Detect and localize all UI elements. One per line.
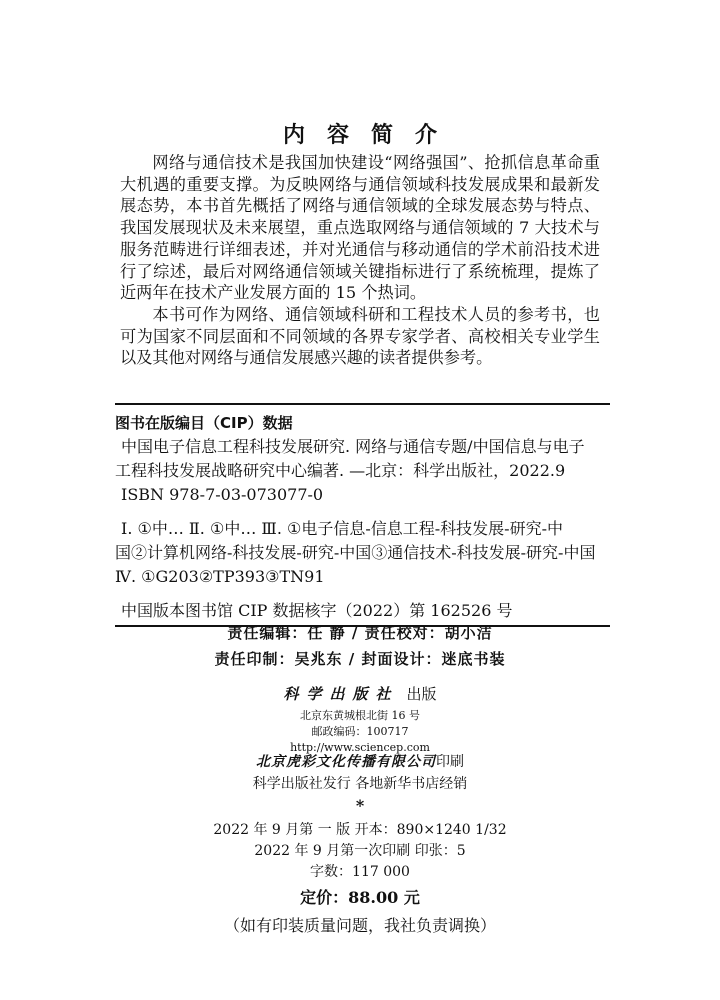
publisher-website: http://www.sciencep.com (290, 741, 430, 754)
printer-name: 北京虎彩文化传播有限公司 (256, 754, 436, 770)
intro-paragraph: 网络与通信技术是我国加快建设“网络强国”、抢抓信息革命重大机遇的重要支撑。为反映网络与通信领域科技发展成果和最新发展态势，本书首先概括了网络与通信领域的全球发展态势与特点、我国发展现状及未来展望，重点选取网络与通信领域的 7 大技术与服务范畴进行详细表述，并对光通信与移动通信的学术前沿技术进行了综述，最后对网络通信领域关键指标进行了系统梳理，提炼了近两年在技术产业发展方面的 15 个热词。 (120, 153, 600, 303)
publisher-address: 北京东黄城根北街 16 号 (300, 709, 420, 722)
intro-paragraph: 本书可作为网络、通信领域科研和工程技术人员的参考书，也可为国家不同层面和不同领域的各界专家学者、高校相关专业学生以及其他对网络与通信发展感兴趣的读者提供参考。 (120, 304, 600, 368)
publisher-postcode: 邮政编码：100717 (311, 725, 409, 738)
cip-title-line: 工程科技发展战略研究中心编著. —北京：科学出版社，2022.9 (115, 461, 566, 480)
intro-text (120, 152, 600, 369)
price: 定价：88.00 元 (300, 888, 420, 907)
exchange-note: （如有印装质量问题，我社负责调换） (223, 916, 496, 935)
cip-heading: 图书在版编目（CIP）数据 (115, 414, 293, 432)
edition-line: 2022 年 9 月第一次印刷 印张：5 (254, 843, 466, 859)
cip-block (115, 403, 610, 627)
intro-title: 内容简介 (282, 122, 459, 148)
editor-credits (0, 620, 720, 672)
cip-number: 中国版本图书馆 CIP 数据核字（2022）第 162526 号 (121, 601, 513, 620)
publisher-name: 科学出版社 (283, 685, 399, 703)
cip-classification: Ⅳ. ①G203②TP393③TN91 (115, 567, 325, 586)
printer-block (0, 751, 720, 795)
edition-line: 2022 年 9 月第 一 版 开本：890×1240 1/32 (213, 822, 507, 838)
cip-isbn: ISBN 978-7-03-073077-0 (121, 485, 324, 504)
publisher-action: 出版 (406, 685, 437, 703)
editor-line: 责任印制：吴兆东 / 封面设计：迷底书装 (214, 650, 506, 668)
publisher-block (0, 683, 720, 756)
printer-action: 印刷 (436, 754, 464, 770)
editor-line: 责任编辑：任 静 / 责任校对：胡小洁 (227, 624, 493, 642)
edition-line: 字数：117 000 (310, 864, 410, 880)
cip-classification: 国②计算机网络-科技发展-研究-中国③通信技术-科技发展-研究-中国 (115, 543, 596, 562)
divider-asterisk: * (355, 796, 365, 815)
cip-classification: Ⅰ. ①中… Ⅱ. ①中… Ⅲ. ①电子信息-信息工程-科技发展-研究-中 (121, 519, 563, 538)
cip-title-line: 中国电子信息工程科技发展研究. 网络与通信专题/中国信息与电子 (121, 437, 585, 456)
edition-info (0, 820, 720, 883)
distribution-line: 科学出版社发行 各地新华书店经销 (252, 776, 468, 792)
